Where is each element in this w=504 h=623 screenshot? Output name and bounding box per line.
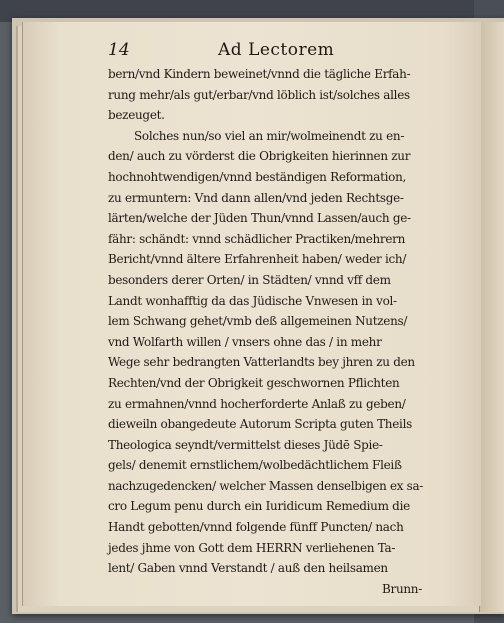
text-line: gels/ denemit ernstlichem/wolbedächtlichem Fleiß bbox=[108, 458, 402, 473]
text-line: den/ auch zu vörderst die Obrigkeiten hierinnen zur bbox=[108, 149, 411, 164]
text-line: Bericht/vnnd ältere Erfahrenheit haben/ weder ich/ bbox=[108, 252, 407, 267]
text-line: hochnohtwendigen/vnnd beständigen Reformation, bbox=[108, 169, 407, 184]
text-line: Rechten/vnd der Obrigkeit geschwornen Pflichten bbox=[108, 375, 400, 390]
text-line: lärten/welche der Jüden Thun/vnnd Lassen/auch ge- bbox=[108, 211, 411, 226]
page-header bbox=[108, 40, 428, 64]
text-line: Theologica seyndt/vermittelst dieses Jüdē Spie- bbox=[108, 437, 383, 452]
next-page-edge bbox=[479, 22, 504, 612]
text-line: Solches nun/so viel an mir/wolmeinendt zu en- bbox=[134, 128, 405, 143]
text-line: jedes jhme von Gott dem HERRN verliehenen Ta- bbox=[108, 540, 396, 555]
text-line: dieweiln obangedeute Autorum Scripta guten Theils bbox=[108, 417, 412, 432]
body-text bbox=[108, 64, 424, 599]
text-line: bern/vnd Kindern beweinet/vnnd die tägliche Erfah- bbox=[108, 67, 411, 81]
text-line: lent/ Gaben vnnd Verstandt / auß den heilsamen bbox=[108, 561, 388, 576]
text-line: bezeuget. bbox=[108, 108, 165, 123]
page-number: 14 bbox=[108, 40, 130, 60]
text-line: lem Schwang gehet/vmb deß allgemeinen Nutzens/ bbox=[108, 314, 408, 329]
text-line: Handt gebotten/vnnd folgende fünff Puncten/ nach bbox=[108, 520, 404, 535]
text-line: zu ermuntern: Vnd dann allen/vnd jeden Rechtsge- bbox=[108, 190, 404, 205]
text-line: besonders derer Orten/ in Städten/ vnnd vff dem bbox=[108, 272, 391, 287]
text-line: vnd Wolfarth willen / vnsers ohne das / in mehr bbox=[108, 334, 382, 349]
text-line: Wege sehr bedrangten Vatterlandts bey jhren zu den bbox=[108, 355, 415, 370]
running-head: Ad Lectorem bbox=[218, 40, 335, 60]
text-line: zu ermahnen/vnnd hocherforderte Anlaß zu geben/ bbox=[108, 396, 406, 411]
text-line: cro Legum penu durch ein Iuridicum Remedium die bbox=[108, 499, 410, 514]
text-line: nachzugedencken/ welcher Massen denselbigen ex sa- bbox=[108, 478, 423, 493]
text-line: Landt wonhafftig da das Jüdische Vnwesen in vol- bbox=[108, 293, 397, 308]
text-line: fähr: schändt: vnnd schädlicher Practiken/mehrern bbox=[108, 231, 406, 246]
catchword: Brunn- bbox=[382, 581, 422, 596]
text-line: rung mehr/als gut/erbar/vnd löblich ist/solches alles bbox=[108, 87, 410, 102]
